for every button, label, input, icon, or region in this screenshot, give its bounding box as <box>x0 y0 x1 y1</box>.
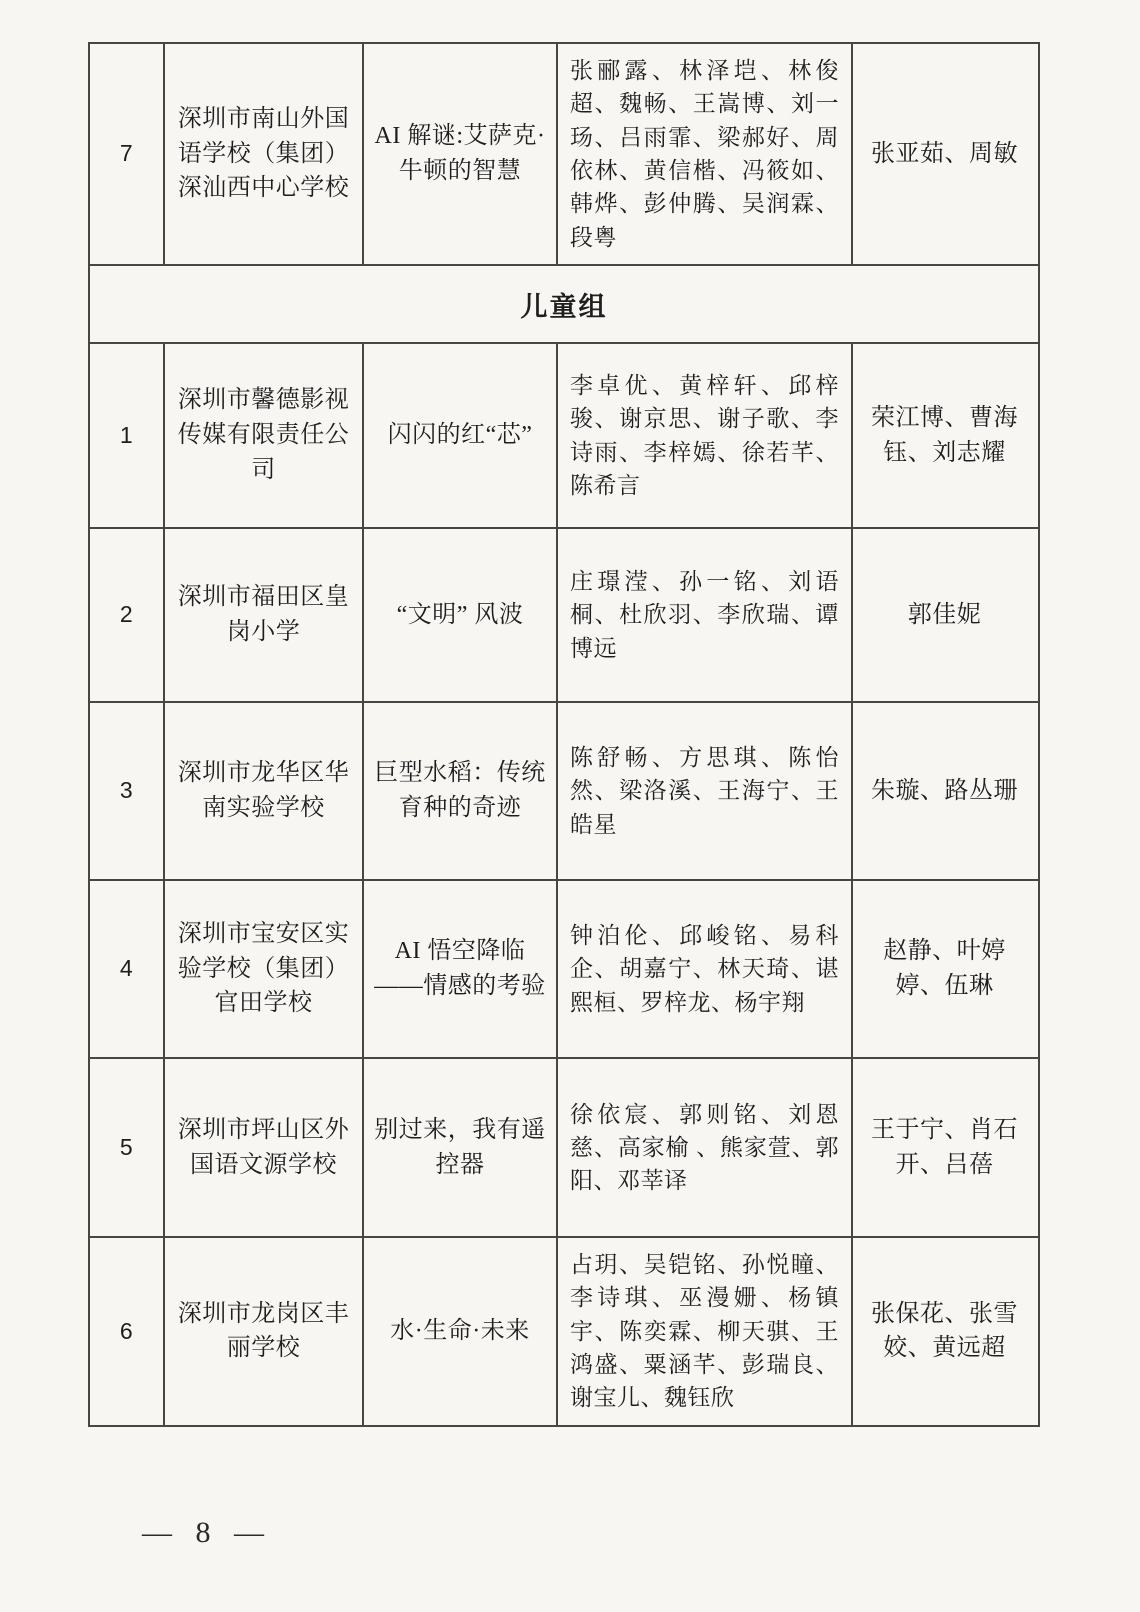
cell-organization: 深圳市龙华区华南实验学校 <box>165 703 364 879</box>
table-row <box>90 881 1038 1059</box>
members-text: 徐依宸、郭则铭、刘恩慈、高家榆 、熊家萱、郭阳、邓莘译 <box>570 1101 839 1194</box>
cell-organization: 深圳市馨德影视传媒有限责任公司 <box>165 344 364 527</box>
cell-instructors: 王于宁、肖石开、吕蓓 <box>871 1116 1018 1178</box>
cell-organization: 深圳市福田区皇岗小学 <box>165 529 364 701</box>
cell-row-number: 5 <box>90 1059 165 1236</box>
cell-work-title: AI 解谜:艾萨克·牛顿的智慧 <box>364 44 558 264</box>
cell-members <box>558 529 853 701</box>
cell-row-number: 2 <box>90 529 165 701</box>
members-text: 张郦露、林泽垲、林俊超、魏畅、王嵩博、刘一玚、吕雨霏、梁郝好、周依林、黄信楷、冯筱如、韩烨、彭仲腾、吴润霖、段粤 <box>570 58 839 250</box>
cell-instructors: 郭佳妮 <box>907 601 982 628</box>
section-title: 儿童组 <box>520 291 608 322</box>
cell-row-number: 6 <box>90 1238 165 1425</box>
award-results-table <box>88 42 1040 1427</box>
cell-instructors: 张保花、张雪姣、黄远超 <box>871 1300 1018 1362</box>
cell-instructors: 赵静、叶婷婷、伍琳 <box>883 938 1006 1000</box>
table-row <box>90 1059 1038 1238</box>
cell-row-number: 1 <box>90 344 165 527</box>
cell-members <box>558 344 853 527</box>
members-text: 庄璟滢、孙一铭、刘语桐、杜欣羽、李欣瑞、谭博远 <box>570 569 839 661</box>
members-text: 钟泊伦、邱峻铭、易科企、胡嘉宁、林天琦、谌熙桓、罗梓龙、杨宇翔 <box>570 923 839 1015</box>
members-text: 陈舒畅、方思琪、陈怡然、梁洛溪、王海宁、王皓星 <box>570 745 839 837</box>
table-row <box>90 344 1038 529</box>
table-row <box>90 44 1038 266</box>
cell-organization: 深圳市坪山区外国语文源学校 <box>165 1059 364 1236</box>
cell-instructors: 朱璇、路丛珊 <box>871 777 1018 804</box>
cell-row-number: 4 <box>90 881 165 1057</box>
cell-organization: 深圳市龙岗区丰丽学校 <box>165 1238 364 1425</box>
cell-organization: 深圳市南山外国语学校（集团）深汕西中心学校 <box>165 44 364 264</box>
cell-work-title: 水·生命·未来 <box>364 1238 558 1425</box>
cell-work-title: AI 悟空降临——情感的考验 <box>364 881 558 1057</box>
cell-work-title: 闪闪的红“芯” <box>364 344 558 527</box>
cell-members <box>558 881 853 1057</box>
cell-members <box>558 703 853 879</box>
members-text: 占玥、吴铠铭、孙悦瞳、李诗琪、巫漫姗、杨镇宇、陈奕霖、柳天骐、王鸿盛、粟涵芊、彭瑞良、谢宝儿、魏钰欣 <box>570 1252 839 1411</box>
cell-members <box>558 1059 853 1236</box>
cell-organization: 深圳市宝安区实验学校（集团）官田学校 <box>165 881 364 1057</box>
table-row <box>90 529 1038 703</box>
cell-work-title: “文明” 风波 <box>364 529 558 701</box>
section-header-row <box>90 266 1038 344</box>
table-row <box>90 703 1038 881</box>
cell-instructors: 张亚茹、周敏 <box>871 140 1018 167</box>
cell-work-title: 别过来，我有遥控器 <box>364 1059 558 1236</box>
cell-members <box>558 44 853 264</box>
members-text: 李卓优、黄梓轩、邱梓骏、谢京思、谢子歌、李诗雨、李梓嫣、徐若芊、陈希言 <box>570 372 839 498</box>
cell-members <box>558 1238 853 1425</box>
cell-instructors: 荣江博、曹海钰、刘志耀 <box>871 404 1018 466</box>
table-row <box>90 1238 1038 1425</box>
cell-row-number: 3 <box>90 703 165 879</box>
cell-work-title: 巨型水稻：传统育种的奇迹 <box>364 703 558 879</box>
page-number: — 8 — <box>142 1516 272 1549</box>
cell-row-number: 7 <box>90 44 165 264</box>
